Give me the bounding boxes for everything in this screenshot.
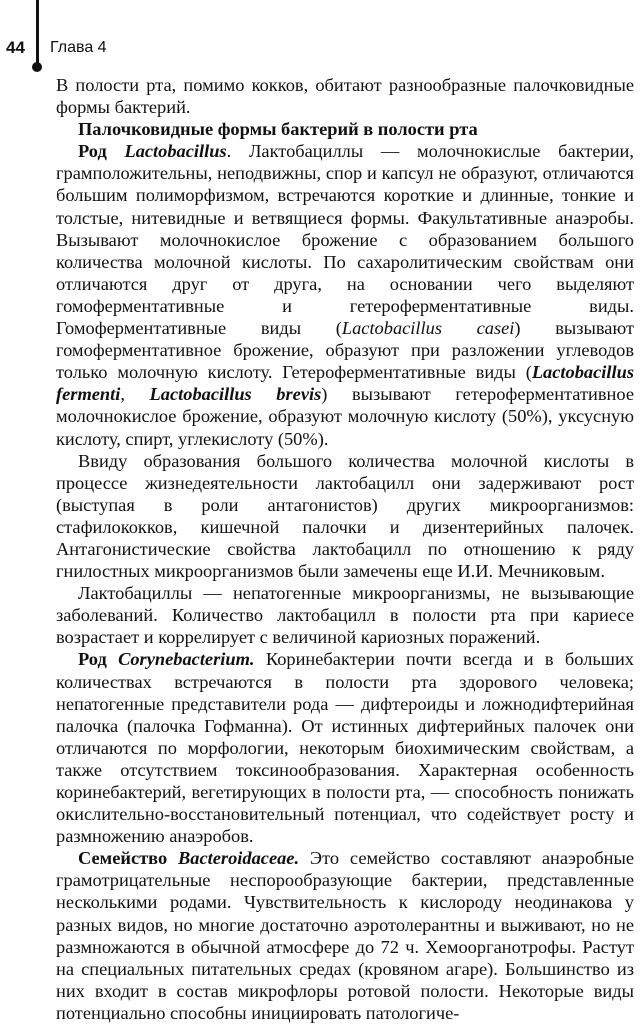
caries-paragraph: Лактобациллы — непатогенные микроорганизмы, не вызывающие заболеваний. Количество лактобацилл в полости рта при кариесе возрастает и коррелирует с величиной кариозных поражений. xyxy=(56,583,634,648)
species-name: Lactobacillus brevis xyxy=(149,384,322,405)
paragraph-text: Это семейство составляют анаэробные грамотрицательные неспорообразующие бактерии, представленные несколькими родами. Чувствительность к кислороду неодинакова у разных видов, но многие достаточно аэротолерантны и выживают, но не размножаются в обычной атмосфере до 72 ч. Хемоорганотрофы. Растут на специальных питательных средах (кровяном агаре). Большинство из них входит в состав микрофлоры ротовой полости. Некоторые виды потенциально способны инициировать патологиче- xyxy=(56,848,634,1023)
corynebacterium-paragraph xyxy=(56,648,634,847)
lactobacillus-paragraph xyxy=(56,140,634,449)
genus-name: Lactobacillus xyxy=(124,141,227,162)
margin-dot xyxy=(32,62,42,72)
species-name: Lactobacillus fermenti xyxy=(56,362,634,405)
chapter-title: Глава 4 xyxy=(50,39,107,56)
section-heading: Палочковидные формы бактерий в полости рта xyxy=(78,119,478,140)
paragraph-text: ) вызывают гетероферментативное молочнокислое брожение, образуют молочную кислоту (50%), уксусную кислоту, спирт, углекислоту (50%). xyxy=(56,384,634,449)
bacteroidaceae-paragraph xyxy=(56,847,634,1024)
paragraph-text: ) вызывают гомоферментативное брожение, образуют при разложении углеводов только молочную кислоту. Гетероферментативные виды ( xyxy=(56,318,634,383)
species-name: Lactobacillus casei xyxy=(341,318,515,339)
paragraph-text: Коринебактерии почти всегда и в больших количествах встречаются в полости рта здорового человека; непатогенные представители рода — дифтероиды и ложнодифтерийная палочка (палочка Гофманна). От истинных дифтерийных палочек они отличаются по морфологии, некоторым биохимическим свойствам, а также отсутствием токсинообразования. Характерная особенность коринебактерий, вегетирующих в полости рта, — способность понижать окислительно-восстановительный потенциал, что содействует росту и размножению анаэробов. xyxy=(56,649,634,847)
family-name: Bacteroidaceae. xyxy=(178,848,300,869)
genus-label: Род xyxy=(78,649,107,670)
body-text xyxy=(56,74,634,1024)
family-label: Семейство xyxy=(78,848,168,869)
margin-rule xyxy=(36,0,39,66)
paragraph-text: , xyxy=(120,384,150,405)
intro-paragraph: В полости рта, помимо кокков, обитают разнообразные палочковидные формы бактерий. xyxy=(56,75,634,118)
genus-label: Род xyxy=(78,141,107,162)
paragraph-text: . Лактобациллы — молочнокислые бактерии, грамположительны, неподвижны, спор и капсул не образуют, отличаются большим полиморфизмом, встречаются короткие и длинные, тонкие и толстые, нитевидные и ветвящиеся формы. Факультативные анаэробы. Вызывают молочнокислое брожение с образованием большого количества молочной кислоты. По сахаролитическим свойствам они отличаются друг от друга, на основании чего выделяют гомоферментативные и гетероферментативные виды. Гомоферментативные виды ( xyxy=(56,141,634,339)
page-number: 44 xyxy=(6,38,25,57)
genus-name: Corynebacterium. xyxy=(118,649,255,670)
antagonism-paragraph: Ввиду образования большого количества молочной кислоты в процессе жизнедеятельности лактобацилл они задерживают рост (выступая в роли антагонистов) других микроорганизмов: стафилококков, кишечной палочки и дизентерийных палочек. Антагонистические свойства лактобацилл по отношению к ряду гнилостных микроорганизмов были замечены еще И.И. Мечниковым. xyxy=(56,450,634,582)
